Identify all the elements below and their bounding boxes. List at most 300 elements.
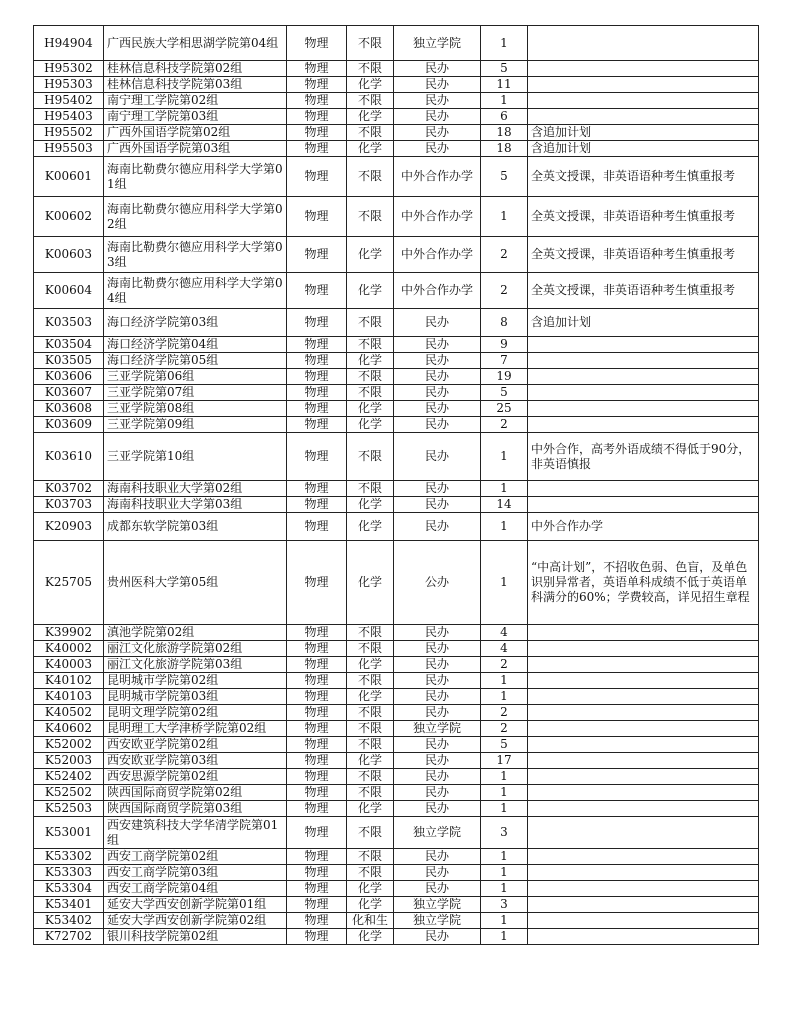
plan-count-cell: 18: [481, 141, 528, 157]
primary-subject-cell: 物理: [287, 273, 347, 309]
institution-group-cell: 海口经济学院第03组: [104, 309, 287, 337]
group-code-cell: H95502: [34, 125, 104, 141]
institution-group-cell: 海南比勒费尔德应用科学大学第02组: [104, 197, 287, 237]
table-row: [34, 769, 759, 785]
elective-requirement-cell: 不限: [347, 849, 394, 865]
elective-requirement-cell: 化学: [347, 513, 394, 541]
institution-group-cell: 广西外国语学院第02组: [104, 125, 287, 141]
table-row: [34, 721, 759, 737]
school-type-cell: 独立学院: [394, 913, 481, 929]
plan-count-cell: 1: [481, 769, 528, 785]
remarks-cell: [528, 481, 759, 497]
school-type-cell: 民办: [394, 481, 481, 497]
primary-subject-cell: 物理: [287, 849, 347, 865]
primary-subject-cell: 物理: [287, 641, 347, 657]
institution-group-cell: 海口经济学院第04组: [104, 337, 287, 353]
institution-group-cell: 西安工商学院第04组: [104, 881, 287, 897]
school-type-cell: 民办: [394, 753, 481, 769]
plan-count-cell: 17: [481, 753, 528, 769]
group-code-cell: K53304: [34, 881, 104, 897]
primary-subject-cell: 物理: [287, 541, 347, 625]
elective-requirement-cell: 不限: [347, 737, 394, 753]
school-type-cell: 中外合作办学: [394, 197, 481, 237]
primary-subject-cell: 物理: [287, 93, 347, 109]
institution-group-cell: 南宁理工学院第02组: [104, 93, 287, 109]
school-type-cell: 民办: [394, 641, 481, 657]
school-type-cell: 独立学院: [394, 26, 481, 61]
table-row: [34, 641, 759, 657]
remarks-cell: [528, 865, 759, 881]
elective-requirement-cell: 化学: [347, 417, 394, 433]
school-type-cell: 民办: [394, 769, 481, 785]
institution-group-cell: 昆明理工大学津桥学院第02组: [104, 721, 287, 737]
table-row: [34, 77, 759, 93]
group-code-cell: K52502: [34, 785, 104, 801]
elective-requirement-cell: 不限: [347, 433, 394, 481]
elective-requirement-cell: 化学: [347, 77, 394, 93]
institution-group-cell: 成都东软学院第03组: [104, 513, 287, 541]
primary-subject-cell: 物理: [287, 353, 347, 369]
elective-requirement-cell: 不限: [347, 705, 394, 721]
table-row: [34, 753, 759, 769]
school-type-cell: 民办: [394, 689, 481, 705]
institution-group-cell: 三亚学院第10组: [104, 433, 287, 481]
remarks-cell: [528, 625, 759, 641]
elective-requirement-cell: 不限: [347, 625, 394, 641]
group-code-cell: K72702: [34, 929, 104, 945]
remarks-cell: [528, 849, 759, 865]
institution-group-cell: 海口经济学院第05组: [104, 353, 287, 369]
table-row: [34, 141, 759, 157]
group-code-cell: H95302: [34, 61, 104, 77]
institution-group-cell: 丽江文化旅游学院第03组: [104, 657, 287, 673]
primary-subject-cell: 物理: [287, 897, 347, 913]
elective-requirement-cell: 不限: [347, 481, 394, 497]
elective-requirement-cell: 化学: [347, 897, 394, 913]
group-code-cell: H95503: [34, 141, 104, 157]
plan-count-cell: 1: [481, 513, 528, 541]
school-type-cell: 民办: [394, 77, 481, 93]
table-row: [34, 657, 759, 673]
elective-requirement-cell: 不限: [347, 817, 394, 849]
school-type-cell: 民办: [394, 353, 481, 369]
primary-subject-cell: 物理: [287, 625, 347, 641]
school-type-cell: 民办: [394, 141, 481, 157]
plan-count-cell: 9: [481, 337, 528, 353]
institution-group-cell: 昆明文理学院第02组: [104, 705, 287, 721]
school-type-cell: 民办: [394, 125, 481, 141]
plan-count-cell: 1: [481, 541, 528, 625]
elective-requirement-cell: 不限: [347, 385, 394, 401]
remarks-cell: 中外合作，高考外语成绩不得低于90分，非英语慎报: [528, 433, 759, 481]
school-type-cell: 民办: [394, 61, 481, 77]
school-type-cell: 民办: [394, 513, 481, 541]
school-type-cell: 民办: [394, 801, 481, 817]
remarks-cell: [528, 769, 759, 785]
remarks-cell: 全英文授课，非英语语种考生慎重报考: [528, 273, 759, 309]
table-row: [34, 401, 759, 417]
remarks-cell: “中高计划”，不招收色弱、色盲，及单色识别异常者，英语单科成绩不低于英语单科满分的60%；学费较高，详见招生章程: [528, 541, 759, 625]
remarks-cell: [528, 801, 759, 817]
primary-subject-cell: 物理: [287, 497, 347, 513]
primary-subject-cell: 物理: [287, 61, 347, 77]
plan-count-cell: 8: [481, 309, 528, 337]
elective-requirement-cell: 不限: [347, 157, 394, 197]
plan-count-cell: 1: [481, 849, 528, 865]
plan-count-cell: 2: [481, 273, 528, 309]
primary-subject-cell: 物理: [287, 865, 347, 881]
group-code-cell: K03610: [34, 433, 104, 481]
plan-count-cell: 1: [481, 801, 528, 817]
school-type-cell: 独立学院: [394, 721, 481, 737]
school-type-cell: 民办: [394, 881, 481, 897]
primary-subject-cell: 物理: [287, 481, 347, 497]
group-code-cell: H95303: [34, 77, 104, 93]
remarks-cell: [528, 641, 759, 657]
table-row: [34, 93, 759, 109]
table-row: [34, 897, 759, 913]
primary-subject-cell: 物理: [287, 337, 347, 353]
group-code-cell: K40103: [34, 689, 104, 705]
primary-subject-cell: 物理: [287, 785, 347, 801]
primary-subject-cell: 物理: [287, 817, 347, 849]
plan-count-cell: 25: [481, 401, 528, 417]
group-code-cell: K20903: [34, 513, 104, 541]
table-row: [34, 337, 759, 353]
group-code-cell: K03503: [34, 309, 104, 337]
group-code-cell: K40102: [34, 673, 104, 689]
institution-group-cell: 三亚学院第06组: [104, 369, 287, 385]
primary-subject-cell: 物理: [287, 77, 347, 93]
group-code-cell: K52503: [34, 801, 104, 817]
primary-subject-cell: 物理: [287, 237, 347, 273]
primary-subject-cell: 物理: [287, 657, 347, 673]
group-code-cell: H95403: [34, 109, 104, 125]
school-type-cell: 独立学院: [394, 897, 481, 913]
group-code-cell: K00601: [34, 157, 104, 197]
table-row: [34, 417, 759, 433]
table-row: [34, 625, 759, 641]
elective-requirement-cell: 化学: [347, 273, 394, 309]
group-code-cell: K40003: [34, 657, 104, 673]
plan-count-cell: 2: [481, 721, 528, 737]
institution-group-cell: 西安工商学院第02组: [104, 849, 287, 865]
group-code-cell: K40602: [34, 721, 104, 737]
group-code-cell: K52002: [34, 737, 104, 753]
school-type-cell: 民办: [394, 109, 481, 125]
table-body: [34, 26, 759, 945]
table-row: [34, 157, 759, 197]
table-row: [34, 817, 759, 849]
remarks-cell: [528, 353, 759, 369]
group-code-cell: K03505: [34, 353, 104, 369]
plan-count-cell: 1: [481, 26, 528, 61]
institution-group-cell: 广西外国语学院第03组: [104, 141, 287, 157]
remarks-cell: [528, 897, 759, 913]
elective-requirement-cell: 不限: [347, 93, 394, 109]
table-row: [34, 913, 759, 929]
plan-count-cell: 1: [481, 785, 528, 801]
plan-count-cell: 3: [481, 897, 528, 913]
table-row: [34, 705, 759, 721]
group-code-cell: K53001: [34, 817, 104, 849]
plan-count-cell: 5: [481, 737, 528, 753]
institution-group-cell: 三亚学院第08组: [104, 401, 287, 417]
institution-group-cell: 银川科技学院第02组: [104, 929, 287, 945]
primary-subject-cell: 物理: [287, 673, 347, 689]
institution-group-cell: 海南比勒费尔德应用科学大学第04组: [104, 273, 287, 309]
primary-subject-cell: 物理: [287, 913, 347, 929]
plan-count-cell: 1: [481, 881, 528, 897]
school-type-cell: 民办: [394, 737, 481, 753]
primary-subject-cell: 物理: [287, 197, 347, 237]
elective-requirement-cell: 不限: [347, 865, 394, 881]
plan-count-cell: 1: [481, 913, 528, 929]
institution-group-cell: 三亚学院第07组: [104, 385, 287, 401]
school-type-cell: 民办: [394, 337, 481, 353]
plan-count-cell: 5: [481, 385, 528, 401]
group-code-cell: K53401: [34, 897, 104, 913]
primary-subject-cell: 物理: [287, 369, 347, 385]
school-type-cell: 公办: [394, 541, 481, 625]
table-row: [34, 197, 759, 237]
school-type-cell: 民办: [394, 93, 481, 109]
table-row: [34, 26, 759, 61]
table-row: [34, 109, 759, 125]
remarks-cell: [528, 705, 759, 721]
primary-subject-cell: 物理: [287, 721, 347, 737]
table-row: [34, 237, 759, 273]
group-code-cell: H95402: [34, 93, 104, 109]
elective-requirement-cell: 化学: [347, 881, 394, 897]
primary-subject-cell: 物理: [287, 881, 347, 897]
primary-subject-cell: 物理: [287, 385, 347, 401]
elective-requirement-cell: 化和生: [347, 913, 394, 929]
plan-count-cell: 1: [481, 481, 528, 497]
plan-count-cell: 2: [481, 705, 528, 721]
school-type-cell: 中外合作办学: [394, 273, 481, 309]
remarks-cell: 含追加计划: [528, 141, 759, 157]
primary-subject-cell: 物理: [287, 705, 347, 721]
school-type-cell: 中外合作办学: [394, 237, 481, 273]
school-type-cell: 民办: [394, 929, 481, 945]
group-code-cell: K53303: [34, 865, 104, 881]
institution-group-cell: 西安建筑科技大学华清学院第01组: [104, 817, 287, 849]
table-row: [34, 369, 759, 385]
remarks-cell: 全英文授课，非英语语种考生慎重报考: [528, 237, 759, 273]
elective-requirement-cell: 化学: [347, 497, 394, 513]
school-type-cell: 民办: [394, 785, 481, 801]
group-code-cell: K00602: [34, 197, 104, 237]
remarks-cell: [528, 385, 759, 401]
remarks-cell: [528, 929, 759, 945]
plan-count-cell: 2: [481, 657, 528, 673]
institution-group-cell: 桂林信息科技学院第03组: [104, 77, 287, 93]
school-type-cell: 民办: [394, 865, 481, 881]
table-row: [34, 929, 759, 945]
school-type-cell: 民办: [394, 417, 481, 433]
table-row: [34, 689, 759, 705]
institution-group-cell: 广西民族大学相思湖学院第04组: [104, 26, 287, 61]
table-row: [34, 541, 759, 625]
plan-count-cell: 2: [481, 417, 528, 433]
remarks-cell: [528, 785, 759, 801]
elective-requirement-cell: 化学: [347, 929, 394, 945]
primary-subject-cell: 物理: [287, 769, 347, 785]
elective-requirement-cell: 不限: [347, 785, 394, 801]
plan-count-cell: 1: [481, 673, 528, 689]
school-type-cell: 民办: [394, 401, 481, 417]
elective-requirement-cell: 化学: [347, 353, 394, 369]
group-code-cell: K40502: [34, 705, 104, 721]
remarks-cell: 含追加计划: [528, 125, 759, 141]
group-code-cell: K53402: [34, 913, 104, 929]
primary-subject-cell: 物理: [287, 125, 347, 141]
plan-count-cell: 5: [481, 157, 528, 197]
remarks-cell: [528, 109, 759, 125]
plan-count-cell: 18: [481, 125, 528, 141]
remarks-cell: [528, 26, 759, 61]
elective-requirement-cell: 不限: [347, 769, 394, 785]
school-type-cell: 民办: [394, 673, 481, 689]
remarks-cell: [528, 61, 759, 77]
plan-count-cell: 19: [481, 369, 528, 385]
elective-requirement-cell: 化学: [347, 657, 394, 673]
institution-group-cell: 海南比勒费尔德应用科学大学第03组: [104, 237, 287, 273]
table-row: [34, 353, 759, 369]
plan-count-cell: 3: [481, 817, 528, 849]
group-code-cell: K03703: [34, 497, 104, 513]
primary-subject-cell: 物理: [287, 801, 347, 817]
institution-group-cell: 延安大学西安创新学院第01组: [104, 897, 287, 913]
group-code-cell: H94904: [34, 26, 104, 61]
elective-requirement-cell: 化学: [347, 801, 394, 817]
elective-requirement-cell: 不限: [347, 125, 394, 141]
school-type-cell: 民办: [394, 433, 481, 481]
institution-group-cell: 海南科技职业大学第03组: [104, 497, 287, 513]
elective-requirement-cell: 不限: [347, 721, 394, 737]
institution-group-cell: 桂林信息科技学院第02组: [104, 61, 287, 77]
institution-group-cell: 贵州医科大学第05组: [104, 541, 287, 625]
group-code-cell: K03504: [34, 337, 104, 353]
school-type-cell: 中外合作办学: [394, 157, 481, 197]
school-type-cell: 民办: [394, 849, 481, 865]
group-code-cell: K53302: [34, 849, 104, 865]
plan-count-cell: 1: [481, 929, 528, 945]
remarks-cell: 全英文授课，非英语语种考生慎重报考: [528, 157, 759, 197]
group-code-cell: K25705: [34, 541, 104, 625]
primary-subject-cell: 物理: [287, 753, 347, 769]
school-type-cell: 民办: [394, 497, 481, 513]
elective-requirement-cell: 化学: [347, 401, 394, 417]
group-code-cell: K03702: [34, 481, 104, 497]
elective-requirement-cell: 化学: [347, 237, 394, 273]
remarks-cell: 中外合作办学: [528, 513, 759, 541]
plan-count-cell: 6: [481, 109, 528, 125]
table-row: [34, 497, 759, 513]
primary-subject-cell: 物理: [287, 737, 347, 753]
remarks-cell: [528, 93, 759, 109]
primary-subject-cell: 物理: [287, 109, 347, 125]
plan-count-cell: 2: [481, 237, 528, 273]
table-row: [34, 481, 759, 497]
plan-count-cell: 14: [481, 497, 528, 513]
plan-count-cell: 1: [481, 433, 528, 481]
table-row: [34, 513, 759, 541]
remarks-cell: [528, 337, 759, 353]
primary-subject-cell: 物理: [287, 157, 347, 197]
remarks-cell: [528, 673, 759, 689]
remarks-cell: [528, 737, 759, 753]
admission-plan-table: [33, 25, 759, 945]
institution-group-cell: 海南科技职业大学第02组: [104, 481, 287, 497]
plan-count-cell: 4: [481, 641, 528, 657]
school-type-cell: 民办: [394, 309, 481, 337]
plan-count-cell: 1: [481, 689, 528, 705]
elective-requirement-cell: 化学: [347, 141, 394, 157]
table-row: [34, 849, 759, 865]
institution-group-cell: 昆明城市学院第03组: [104, 689, 287, 705]
elective-requirement-cell: 不限: [347, 641, 394, 657]
remarks-cell: [528, 417, 759, 433]
group-code-cell: K52402: [34, 769, 104, 785]
remarks-cell: 全英文授课，非英语语种考生慎重报考: [528, 197, 759, 237]
school-type-cell: 民办: [394, 625, 481, 641]
institution-group-cell: 陕西国际商贸学院第03组: [104, 801, 287, 817]
table-row: [34, 309, 759, 337]
elective-requirement-cell: 化学: [347, 541, 394, 625]
remarks-cell: [528, 721, 759, 737]
group-code-cell: K39902: [34, 625, 104, 641]
institution-group-cell: 滇池学院第02组: [104, 625, 287, 641]
table-row: [34, 785, 759, 801]
elective-requirement-cell: 不限: [347, 337, 394, 353]
plan-count-cell: 5: [481, 61, 528, 77]
elective-requirement-cell: 化学: [347, 109, 394, 125]
primary-subject-cell: 物理: [287, 417, 347, 433]
institution-group-cell: 西安欧亚学院第02组: [104, 737, 287, 753]
plan-count-cell: 4: [481, 625, 528, 641]
remarks-cell: [528, 913, 759, 929]
elective-requirement-cell: 化学: [347, 689, 394, 705]
group-code-cell: K52003: [34, 753, 104, 769]
school-type-cell: 独立学院: [394, 817, 481, 849]
primary-subject-cell: 物理: [287, 929, 347, 945]
institution-group-cell: 西安工商学院第03组: [104, 865, 287, 881]
school-type-cell: 民办: [394, 385, 481, 401]
elective-requirement-cell: 不限: [347, 369, 394, 385]
remarks-cell: [528, 881, 759, 897]
school-type-cell: 民办: [394, 657, 481, 673]
remarks-cell: [528, 689, 759, 705]
plan-count-cell: 11: [481, 77, 528, 93]
institution-group-cell: 昆明城市学院第02组: [104, 673, 287, 689]
table-row: [34, 673, 759, 689]
table-row: [34, 61, 759, 77]
institution-group-cell: 三亚学院第09组: [104, 417, 287, 433]
table-row: [34, 273, 759, 309]
elective-requirement-cell: 不限: [347, 61, 394, 77]
remarks-cell: 含追加计划: [528, 309, 759, 337]
elective-requirement-cell: 化学: [347, 753, 394, 769]
institution-group-cell: 延安大学西安创新学院第02组: [104, 913, 287, 929]
plan-count-cell: 1: [481, 93, 528, 109]
group-code-cell: K00604: [34, 273, 104, 309]
institution-group-cell: 丽江文化旅游学院第02组: [104, 641, 287, 657]
group-code-cell: K40002: [34, 641, 104, 657]
institution-group-cell: 南宁理工学院第03组: [104, 109, 287, 125]
table-row: [34, 433, 759, 481]
